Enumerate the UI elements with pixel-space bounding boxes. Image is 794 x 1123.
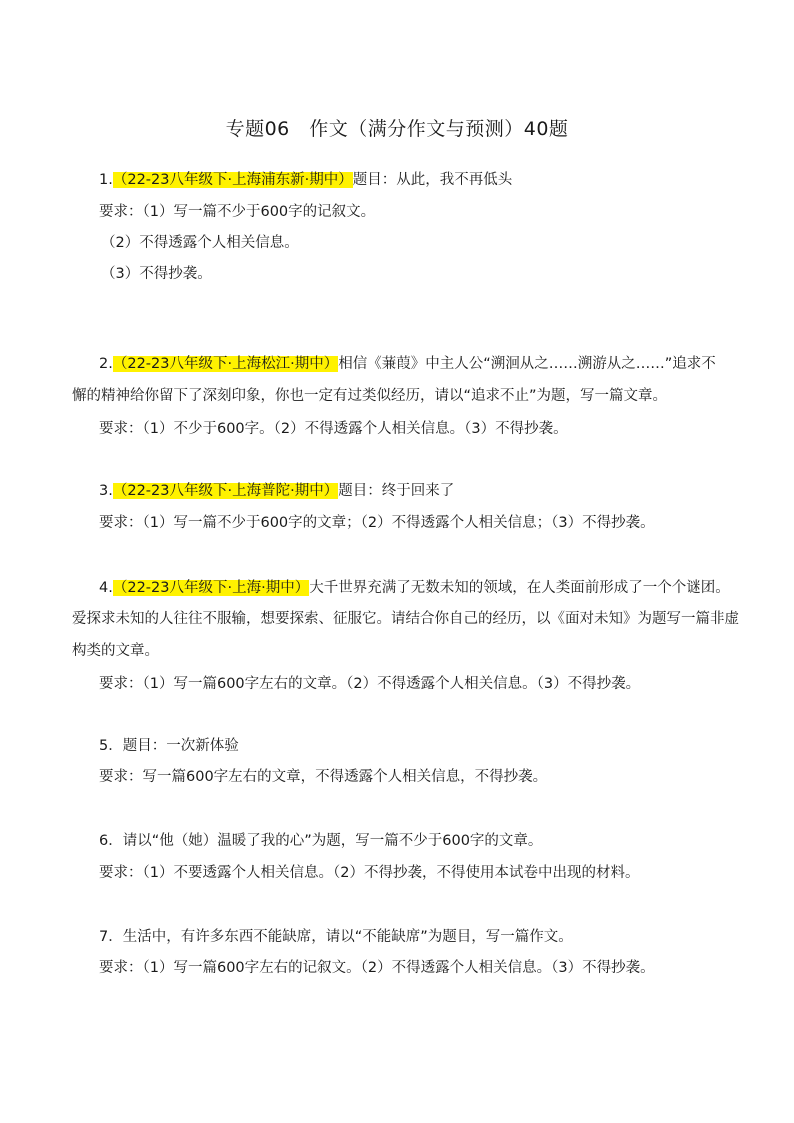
requirement-line: 要求：（1）写一篇600字左右的记叙文。（2）不得透露个人相关信息。（3）不得抄袭。 [99, 960, 655, 976]
question-2-heading [99, 354, 716, 374]
question-6-heading [99, 831, 542, 851]
requirement-line: 要求：（1）不少于600字。（2）不得透露个人相关信息。（3）不得抄袭。 [99, 421, 568, 437]
question-source-highlight: （22-23八年级下·上海普陀·期中） [112, 483, 339, 499]
question-source-highlight: （22-23八年级下·上海松江·期中） [112, 356, 339, 372]
requirement-line: 要求：（1）写一篇不少于600字的文章；（2）不得透露个人相关信息；（3）不得抄袭。 [99, 515, 655, 531]
question-text: 大千世界充满了无数未知的领域，在人类面前形成了一个个谜团。 [309, 580, 730, 596]
requirement-line: 要求：（1）不要透露个人相关信息。（2）不得抄袭，不得使用本试卷中出现的材料。 [99, 865, 640, 881]
question-text: 相信《蒹葭》中主人公“溯洄从之……溯游从之……”追求不 [338, 356, 716, 372]
question-number: 2. [99, 356, 113, 372]
requirement-line: （2）不得透露个人相关信息。 [101, 235, 299, 251]
requirement-line: （3）不得抄袭。 [101, 266, 212, 282]
question-text-continuation: 懈的精神给你留下了深刻印象，你也一定有过类似经历，请以“追求不止”为题，写一篇文章。 [72, 388, 668, 404]
question-5-heading [99, 736, 239, 756]
question-number: 5． [99, 738, 123, 754]
question-text: 题目：一次新体验 [122, 738, 239, 754]
question-number: 6． [99, 833, 123, 849]
question-text: 生活中，有许多东西不能缺席，请以“不能缺席”为题目，写一篇作文。 [122, 929, 573, 945]
question-text: 题目：从此，我不再低头 [352, 172, 513, 188]
requirement-line: 要求：（1）写一篇不少于600字的记叙文。 [99, 204, 376, 220]
question-3-heading [99, 481, 454, 501]
question-4-heading [99, 578, 730, 598]
question-7-heading [99, 927, 573, 947]
question-text-continuation: 爱探求未知的人往往不服输，想要探索、征服它。请结合你自己的经历，以《面对未知》为题写一篇非虚 [72, 611, 739, 627]
question-source-highlight: （22-23八年级下·上海·期中） [112, 580, 310, 596]
question-text: 题目：终于回来了 [338, 483, 455, 499]
page-title: 专题06 作文（满分作文与预测）40题 [225, 118, 569, 140]
question-source-highlight: （22-23八年级下·上海浦东新·期中） [112, 172, 353, 188]
question-number: 7． [99, 929, 123, 945]
question-number: 3. [99, 483, 113, 499]
question-text-continuation: 构类的文章。 [72, 643, 159, 659]
question-number: 4. [99, 580, 113, 596]
question-1-heading [99, 170, 512, 190]
requirement-line: 要求：（1）写一篇600字左右的文章。（2）不得透露个人相关信息。（3）不得抄袭。 [99, 676, 641, 692]
question-number: 1. [99, 172, 113, 188]
requirement-line: 要求：写一篇600字左右的文章，不得透露个人相关信息，不得抄袭。 [99, 769, 548, 785]
question-text: 请以“他（她）温暖了我的心”为题，写一篇不少于600字的文章。 [122, 833, 543, 849]
